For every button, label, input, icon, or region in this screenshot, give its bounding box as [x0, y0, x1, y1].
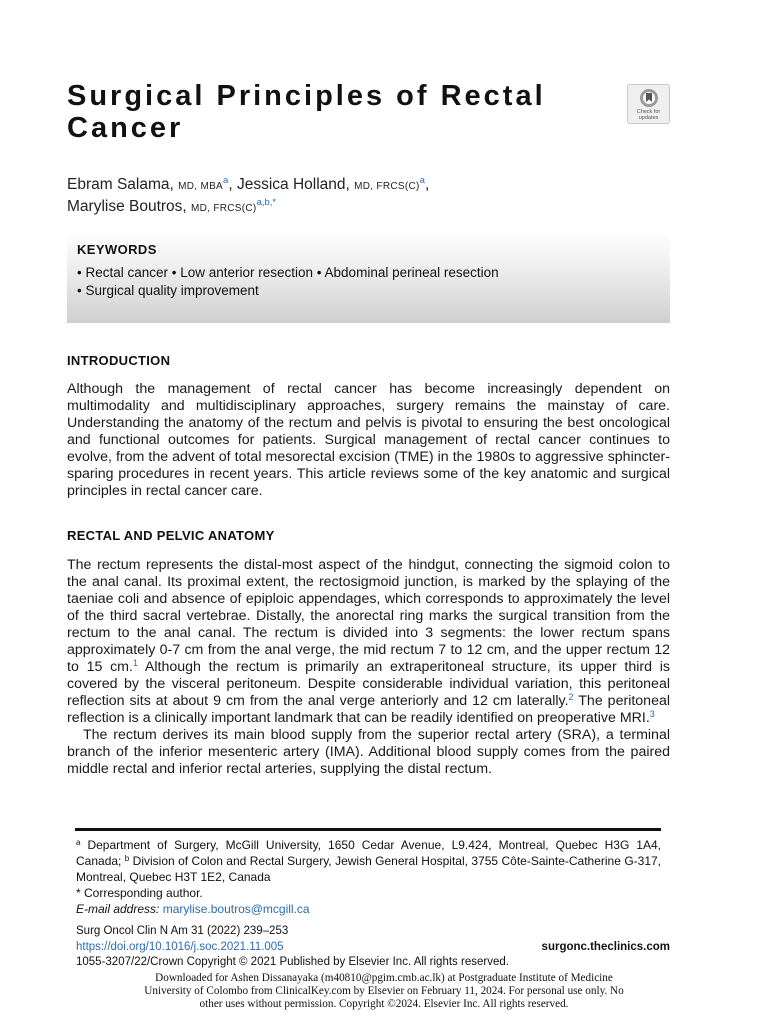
text-run: The peritoneal reflection is a clinically important landmark that can be readily identified on preoperative MRI. [67, 693, 670, 726]
anatomy-body [67, 557, 670, 778]
author-degrees: MD, FRCS(C) [354, 181, 420, 192]
affiliation-a: Department of Surgery, McGill University, 1650 Cedar Avenue, L9.424, Montreal, Quebec H3G 1A4, Canada; [76, 838, 661, 868]
citation-block [76, 924, 670, 971]
check-for-updates-badge[interactable] [627, 84, 670, 124]
footnotes [76, 837, 661, 917]
keywords-line-2: • Surgical quality improvement [77, 283, 259, 298]
copyright-line: 1055-3207/22/Crown Copyright © 2021 Published by Elsevier Inc. All rights reserved. [76, 956, 509, 968]
journal-site-link[interactable]: surgonc.theclinics.com [541, 940, 670, 953]
keywords-heading: KEYWORDS [77, 242, 157, 257]
anatomy-heading: RECTAL AND PELVIC ANATOMY [67, 528, 275, 543]
author-degrees: MD, FRCS(C) [191, 203, 257, 214]
affiliation-link[interactable]: a [419, 175, 425, 186]
introduction-heading: INTRODUCTION [67, 353, 171, 368]
affiliation-link[interactable]: a,b,* [256, 197, 277, 208]
keywords-box [67, 230, 670, 323]
author-list [67, 175, 687, 219]
email-label: E-mail address: [76, 902, 160, 916]
text-run: Although the rectum is primarily an extraperitoneal structure, its upper third is covered by the visceral peritoneum. Despite considerable individual variation, this peritoneal reflection sits at about 9 cm from the anal verge anteriorly and 12 cm laterally. [67, 659, 670, 709]
introduction-paragraph: Although the management of rectal cancer has become increasingly dependent on multimodality and multidisciplinary approaches, surgery remains the mainstay of care. Understanding the anatomy of the rectum and pelvis is pivotal to ensuring the best oncological and functional outcomes for patients. Surgical management of rectal cancer continues to evolve, from the advent of total mesorectal excision (TME) in the 1980s to aggressive sphincter-sparing procedures in recent years. This article reviews some of the key anatomic and surgical principles in rectal cancer care. [67, 381, 670, 499]
author-line-2 [67, 197, 687, 219]
footnote-divider [75, 828, 661, 831]
author-name: Jessica Holland, [236, 176, 350, 193]
email-link[interactable]: marylise.boutros@mcgill.ca [162, 902, 310, 916]
affiliation-link[interactable]: a [223, 175, 229, 186]
affiliations [76, 837, 661, 885]
check-for-updates-icon [639, 88, 659, 108]
keywords-line-1: • Rectal cancer • Low anterior resection • Abdominal perineal resection [77, 265, 499, 280]
affiliation-b: Division of Colon and Rectal Surgery, Jewish General Hospital, 3755 Côte-Sainte-Catherine G-317, Montreal, Quebec H3T 1E2, Canada [76, 854, 662, 884]
author-name: Marylise Boutros, [67, 198, 187, 215]
article-title: Surgical Principles of Rectal Cancer [67, 80, 546, 144]
text-run: The rectum represents the distal-most aspect of the hindgut, connecting the sigmoid colon to the anal canal. Its proximal extent, the rectosigmoid junction, is marked by the splaying of the taeniae coli and absence of epiploic appendages, which corresponds to approximately the level of the third sacral vertebrae. Distally, the anorectal ring marks the surgical transition from the rectum to the anal canal. The rectum is divided into 3 segments: the lower rectum spans approximately 0-7 cm from the anal verge, the mid rectum 7 to 12 cm, and the upper rectum 12 to 15 cm. [67, 557, 670, 675]
author-degrees: MD, MBA [178, 181, 224, 192]
anatomy-paragraph-2: The rectum derives its main blood supply from the superior rectal artery (SRA), a terminal branch of the inferior mesenteric artery (IMA). Additional blood supply comes from the paired middle rectal and inferior rectal arteries, supplying the distal rectum. [67, 727, 670, 777]
corresponding-author: * Corresponding author. [76, 886, 203, 900]
download-notice: Downloaded for Ashen Dissanayaka (m40810@pgim.cmb.ac.lk) at Postgraduate Institute of Medicine University of Colombo from ClinicalKey.com by Elsevier on February 11, 2024. For personal use only. No other uses without permission. Copyright ©2024. Elsevier Inc. All rights reserved. [144, 972, 624, 1010]
journal-citation: Surg Oncol Clin N Am 31 (2022) 239–253 [76, 925, 289, 937]
badge-line-2: updates [638, 115, 659, 121]
badge-line-1: Check for [636, 109, 661, 115]
email-line [76, 901, 661, 917]
affiliation-mark: a [76, 838, 81, 847]
reference-link[interactable]: 1 [132, 658, 138, 668]
anatomy-paragraph-1 [67, 557, 670, 727]
author-separator: , [424, 176, 430, 193]
author-separator: , [228, 176, 237, 193]
reference-link[interactable]: 3 [649, 709, 655, 719]
author-line-1 [67, 175, 687, 197]
doi-link[interactable]: https://doi.org/10.1016/j.soc.2021.11.005 [76, 940, 284, 953]
affiliation-mark: b [124, 854, 130, 863]
author-name: Ebram Salama, [67, 176, 174, 193]
reference-link[interactable]: 2 [568, 692, 574, 702]
